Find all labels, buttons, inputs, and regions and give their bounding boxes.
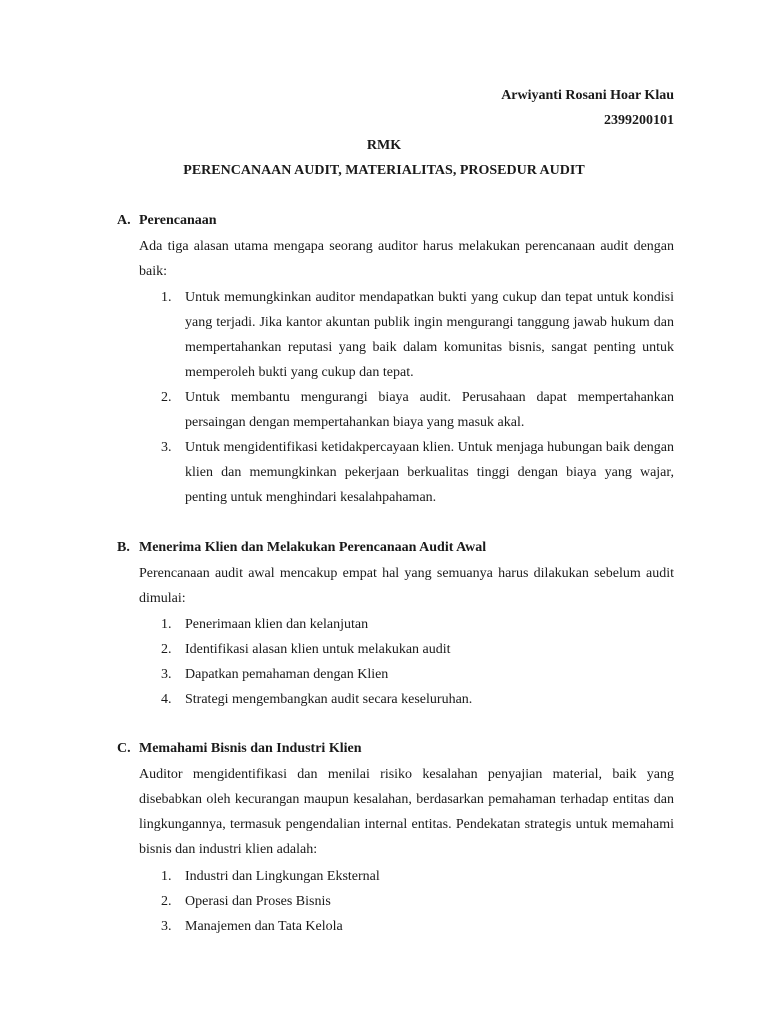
section-letter: B. [117,540,130,555]
list-item [139,285,674,385]
section-heading [117,741,362,757]
section-title: Menerima Klien dan Melakukan Perencanaan Audit Awal [139,540,487,555]
list-item-text: Strategi mengembangkan audit secara keseluruhan. [185,692,473,707]
list-number: 1. [161,617,172,632]
list-item [139,637,674,662]
document-type: RMK [366,138,402,153]
section-paragraph: Auditor mengidentifikasi dan menilai risiko kesalahan penyajian material, baik yang disebabkan oleh kecurangan maupun kesalahan, berdasarkan pemahaman terhadap entitas dan lingkungannya, termasuk pengendalian internal entitas. Pendekatan strategis untuk memahami bisnis dan industri klien adalah: [139,767,674,857]
section-paragraph: Ada tiga alasan utama mengapa seorang auditor harus melakukan perencanaan audit dengan baik: [139,239,674,279]
section-title: Memahami Bisnis dan Industri Klien [139,741,362,756]
student-id: 2399200101 [604,113,674,128]
list-number: 2. [161,390,172,405]
list-item [139,914,674,939]
list-item [139,889,674,914]
list-item-text: Manajemen dan Tata Kelola [185,919,343,934]
list-number: 2. [161,894,172,909]
list-item-text: Untuk membantu mengurangi biaya audit. Perusahaan dapat mempertahankan persaingan dengan mempertahankan biaya yang masuk akal. [185,390,674,430]
numbered-list [139,612,674,712]
list-item [139,687,674,712]
list-item-text: Untuk mengidentifikasi ketidakpercayaan klien. Untuk menjaga hubungan baik dengan klien dan memungkinkan pekerjaan berkualitas tinggi dengan biaya yang wajar, penting untuk menghindari kesalahpahaman. [185,440,674,505]
numbered-list [139,864,674,939]
section-paragraph: Perencanaan audit awal mencakup empat hal yang semuanya harus dilakukan sebelum audit dimulai: [139,566,674,606]
list-item [139,864,674,889]
section-heading [117,213,217,229]
document-title: PERENCANAAN AUDIT, MATERIALITAS, PROSEDUR AUDIT [183,163,585,178]
list-item [139,612,674,637]
list-item [139,435,674,510]
section-heading [117,540,486,556]
list-number: 1. [161,290,172,305]
list-item-text: Dapatkan pemahaman dengan Klien [185,667,389,682]
list-number: 3. [161,919,172,934]
list-item-text: Identifikasi alasan klien untuk melakukan audit [185,642,451,657]
list-item-text: Untuk memungkinkan auditor mendapatkan bukti yang cukup dan tepat untuk kondisi yang terjadi. Jika kantor akuntan publik ingin mengurangi tanggung jawab hukum dan mempertahankan reputasi yang baik dalam komunitas bisnis, sangat penting untuk memperoleh bukti yang cukup dan tepat. [185,290,674,380]
list-number: 3. [161,667,172,682]
list-item [139,385,674,435]
section-letter: C. [117,741,131,756]
list-item [139,662,674,687]
section-letter: A. [117,213,131,228]
list-number: 3. [161,440,172,455]
section-title: Perencanaan [139,213,217,228]
list-item-text: Industri dan Lingkungan Eksternal [185,869,380,884]
list-item-text: Penerimaan klien dan kelanjutan [185,617,369,632]
list-number: 2. [161,642,172,657]
numbered-list [139,285,674,510]
author-name: Arwiyanti Rosani Hoar Klau [501,88,674,103]
list-number: 4. [161,692,172,707]
list-number: 1. [161,869,172,884]
list-item-text: Operasi dan Proses Bisnis [185,894,331,909]
